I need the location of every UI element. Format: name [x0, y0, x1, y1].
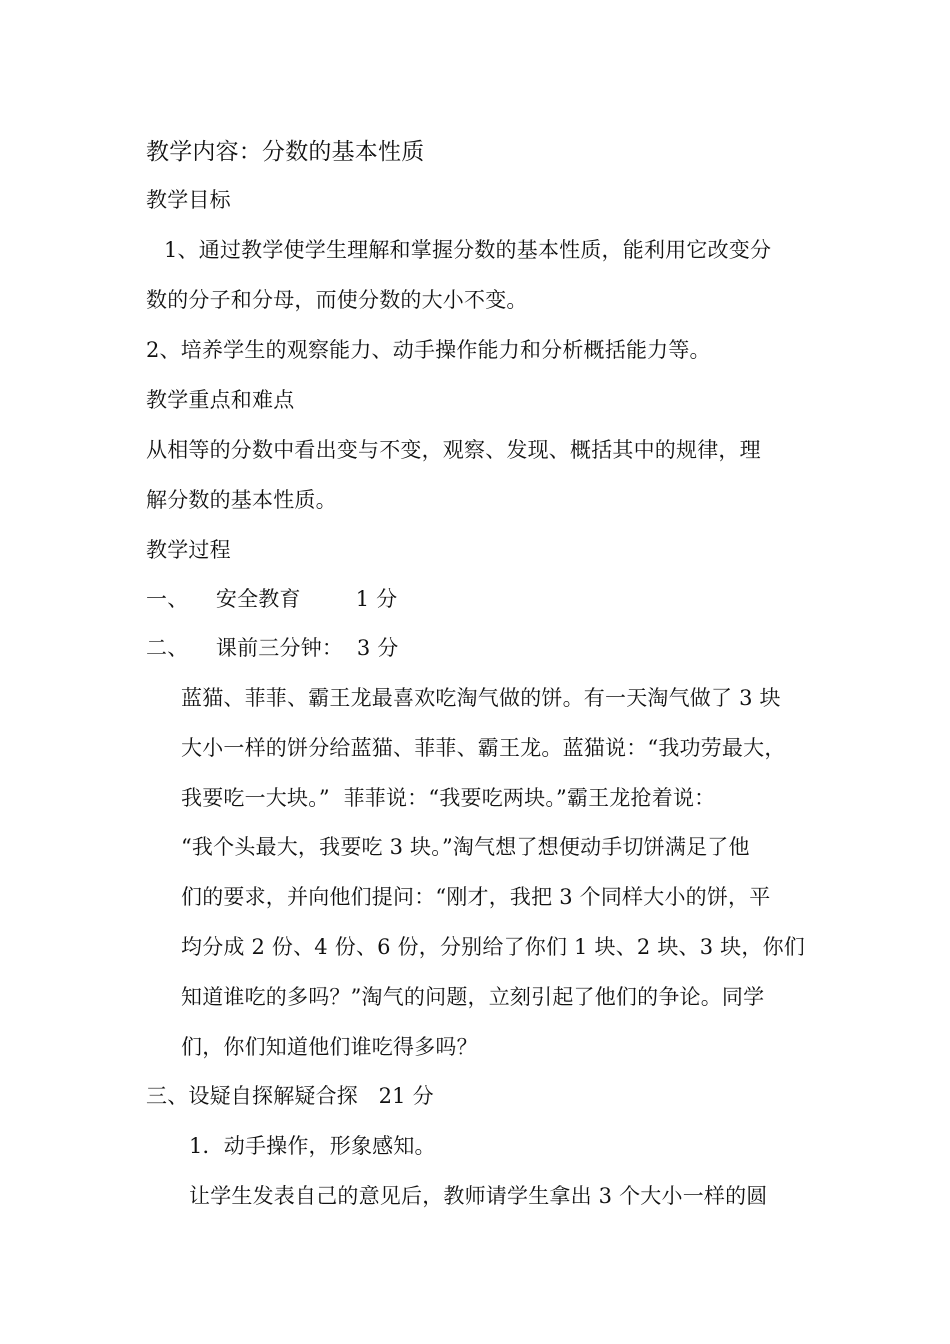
document-title: 教学内容：分数的基本性质 — [146, 139, 425, 165]
story-line: 大小一样的饼分给蓝猫、菲菲、霸王龙。蓝猫说：“我功劳最大， — [181, 736, 786, 760]
objective-2: 2、培养学生的观察能力、动手操作能力和分析概括能力等。 — [146, 338, 711, 362]
objective-1-line-2: 数的分子和分母，而使分数的大小不变。 — [146, 288, 528, 312]
process-step-2: 二、 课前三分钟： 3 分 — [146, 636, 399, 660]
substep-1-text: 让学生发表自己的意见后，教师请学生拿出 3 个大小一样的圆 — [189, 1184, 768, 1208]
story-line: 均分成 2 份、4 份、6 份，分别给了你们 1 块、2 块、3 块，你们 — [181, 935, 805, 959]
process-step-1: 一、 安全教育 1 分 — [146, 587, 398, 611]
story-line: 蓝猫、菲菲、霸王龙最喜欢吃淘气做的饼。有一天淘气做了 3 块 — [181, 686, 781, 710]
key-points-line-1: 从相等的分数中看出变与不变，观察、发现、概括其中的规律，理 — [146, 438, 761, 462]
objective-1-line-1: 1、通过教学使学生理解和掌握分数的基本性质，能利用它改变分 — [164, 238, 772, 262]
story-line: 们，你们知道他们谁吃得多吗？ — [181, 1035, 478, 1059]
story-line: 我要吃一大块。” 菲菲说：“我要吃两块。”霸王龙抢着说： — [181, 786, 716, 810]
story-line: “我个头最大，我要吃 3 块。”淘气想了想便动手切饼满足了他 — [181, 835, 750, 859]
key-points-line-2: 解分数的基本性质。 — [146, 488, 337, 512]
process-heading: 教学过程 — [146, 538, 231, 562]
key-points-heading: 教学重点和难点 — [146, 388, 295, 412]
process-step-3: 三、设疑自探解疑合探 21 分 — [146, 1084, 434, 1108]
story-line: 知道谁吃的多吗？”淘气的问题，立刻引起了他们的争论。同学 — [181, 985, 765, 1009]
substep-1-heading: 1．动手操作，形象感知。 — [189, 1134, 436, 1158]
story-line: 们的要求，并向他们提问：“刚才，我把 3 个同样大小的饼，平 — [181, 885, 771, 909]
objectives-heading: 教学目标 — [146, 188, 231, 212]
